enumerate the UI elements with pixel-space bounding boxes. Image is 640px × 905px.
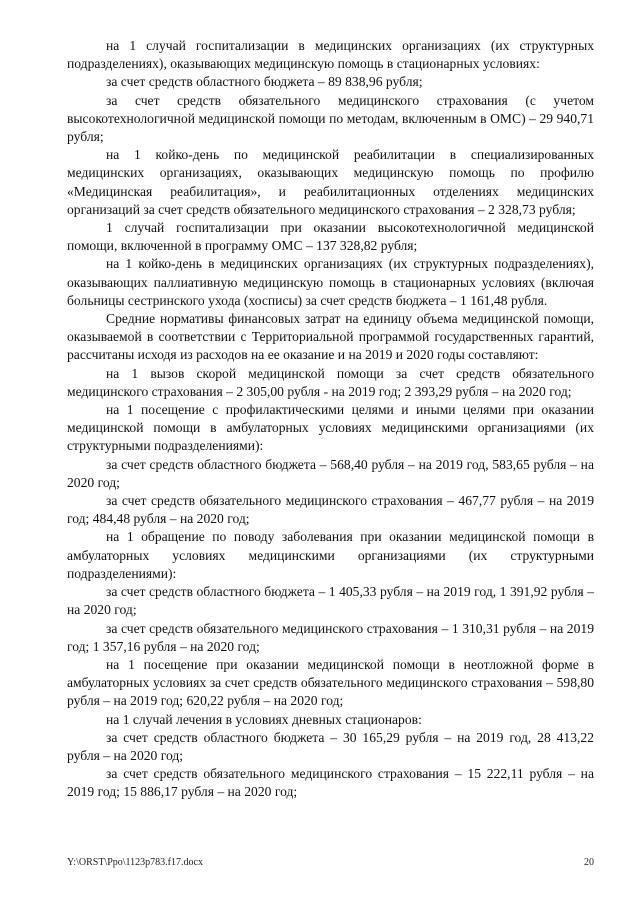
- paragraph: за счет средств обязательного медицинского страхования – 15 222,11 рубля – на 2019 год; 15 886,17 рубля – на 2020 год;: [67, 766, 594, 800]
- paragraph: на 1 посещение с профилактическими целями и иными целями при оказании медицинской помощи в амбулаторных условиях медицинскими организациями (их структурными подразделениями):: [67, 402, 594, 454]
- paragraph: Средние нормативы финансовых затрат на единицу объема медицинской помощи, оказываемой в соответствии с Территориальной программой государственных гарантий, рассчитаны исходя из расходов на ее оказание и на 2019 и 2020 годы составляют:: [67, 311, 594, 363]
- paragraph: на 1 обращение по поводу заболевания при оказании медицинской помощи в амбулаторных условиях медицинскими организациями (их структурными подразделениями):: [67, 529, 594, 581]
- footer-file-path: Y:\ORST\Ppo\1123p783.f17.docx: [67, 857, 203, 868]
- paragraph: за счет средств областного бюджета – 30 165,29 рубля – на 2019 год, 28 413,22 рубля – на 2020 год;: [67, 729, 594, 763]
- paragraph: на 1 случай лечения в условиях дневных стационаров:: [106, 711, 422, 727]
- paragraph: за счет средств областного бюджета – 1 405,33 рубля – на 2019 год, 1 391,92 рубля – на 2020 год;: [67, 584, 594, 618]
- paragraph: за счет средств обязательного медицинского страхования – 1 310,31 рубля – на 2019 год; 1 357,16 рубля – на 2020 год;: [67, 620, 594, 654]
- document-body: [67, 37, 594, 802]
- paragraph: за счет средств обязательного медицинского страхования – 467,77 рубля – на 2019 год; 484,48 рубля – на 2020 год;: [67, 493, 594, 527]
- paragraph: на 1 койко-день в медицинских организациях (их структурных подразделениях), оказывающих паллиативную медицинскую помощь в стационарных условиях (включая больницы сестринского ухода (хосписы) за счет средств бюджета – 1 161,48 рубля.: [67, 256, 594, 308]
- paragraph: на 1 случай госпитализации в медицинских организациях (их структурных подразделениях), оказывающих медицинскую помощь в стационарных условиях:: [67, 38, 594, 72]
- paragraph: 1 случай госпитализации при оказании высокотехнологичной медицинской помощи, включенной в программу ОМС – 137 328,82 рубля;: [67, 220, 594, 254]
- paragraph: за счет средств областного бюджета – 568,40 рубля – на 2019 год, 583,65 рубля – на 2020 год;: [67, 456, 594, 490]
- paragraph: за счет средств областного бюджета – 89 838,96 рубля;: [106, 74, 423, 90]
- paragraph: на 1 койко-день по медицинской реабилитации в специализированных медицинских организациях, оказывающих медицинскую помощь по профилю «Медицинская реабилитация», и реабилитационных отделениях медицинских организаций за счет средств обязательного медицинского страхования – 2 328,73 рубля;: [67, 147, 594, 217]
- paragraph: за счет средств обязательного медицинского страхования (с учетом высокотехнологичной медицинской помощи по методам, включенным в ОМС) – 29 940,71 рубля;: [67, 92, 594, 145]
- paragraph: на 1 вызов скорой медицинской помощи за счет средств обязательного медицинского страхования – 2 305,00 рубля - на 2019 год; 2 393,29 рубля – на 2020 год;: [67, 365, 594, 399]
- paragraph: на 1 посещение при оказании медицинской помощи в неотложной форме в амбулаторных условиях за счет средств обязательного медицинского страхования – 598,80 рубля – на 2019 год; 620,22 рубля – на 2020 год;: [67, 656, 594, 709]
- page-number: 20: [584, 857, 594, 868]
